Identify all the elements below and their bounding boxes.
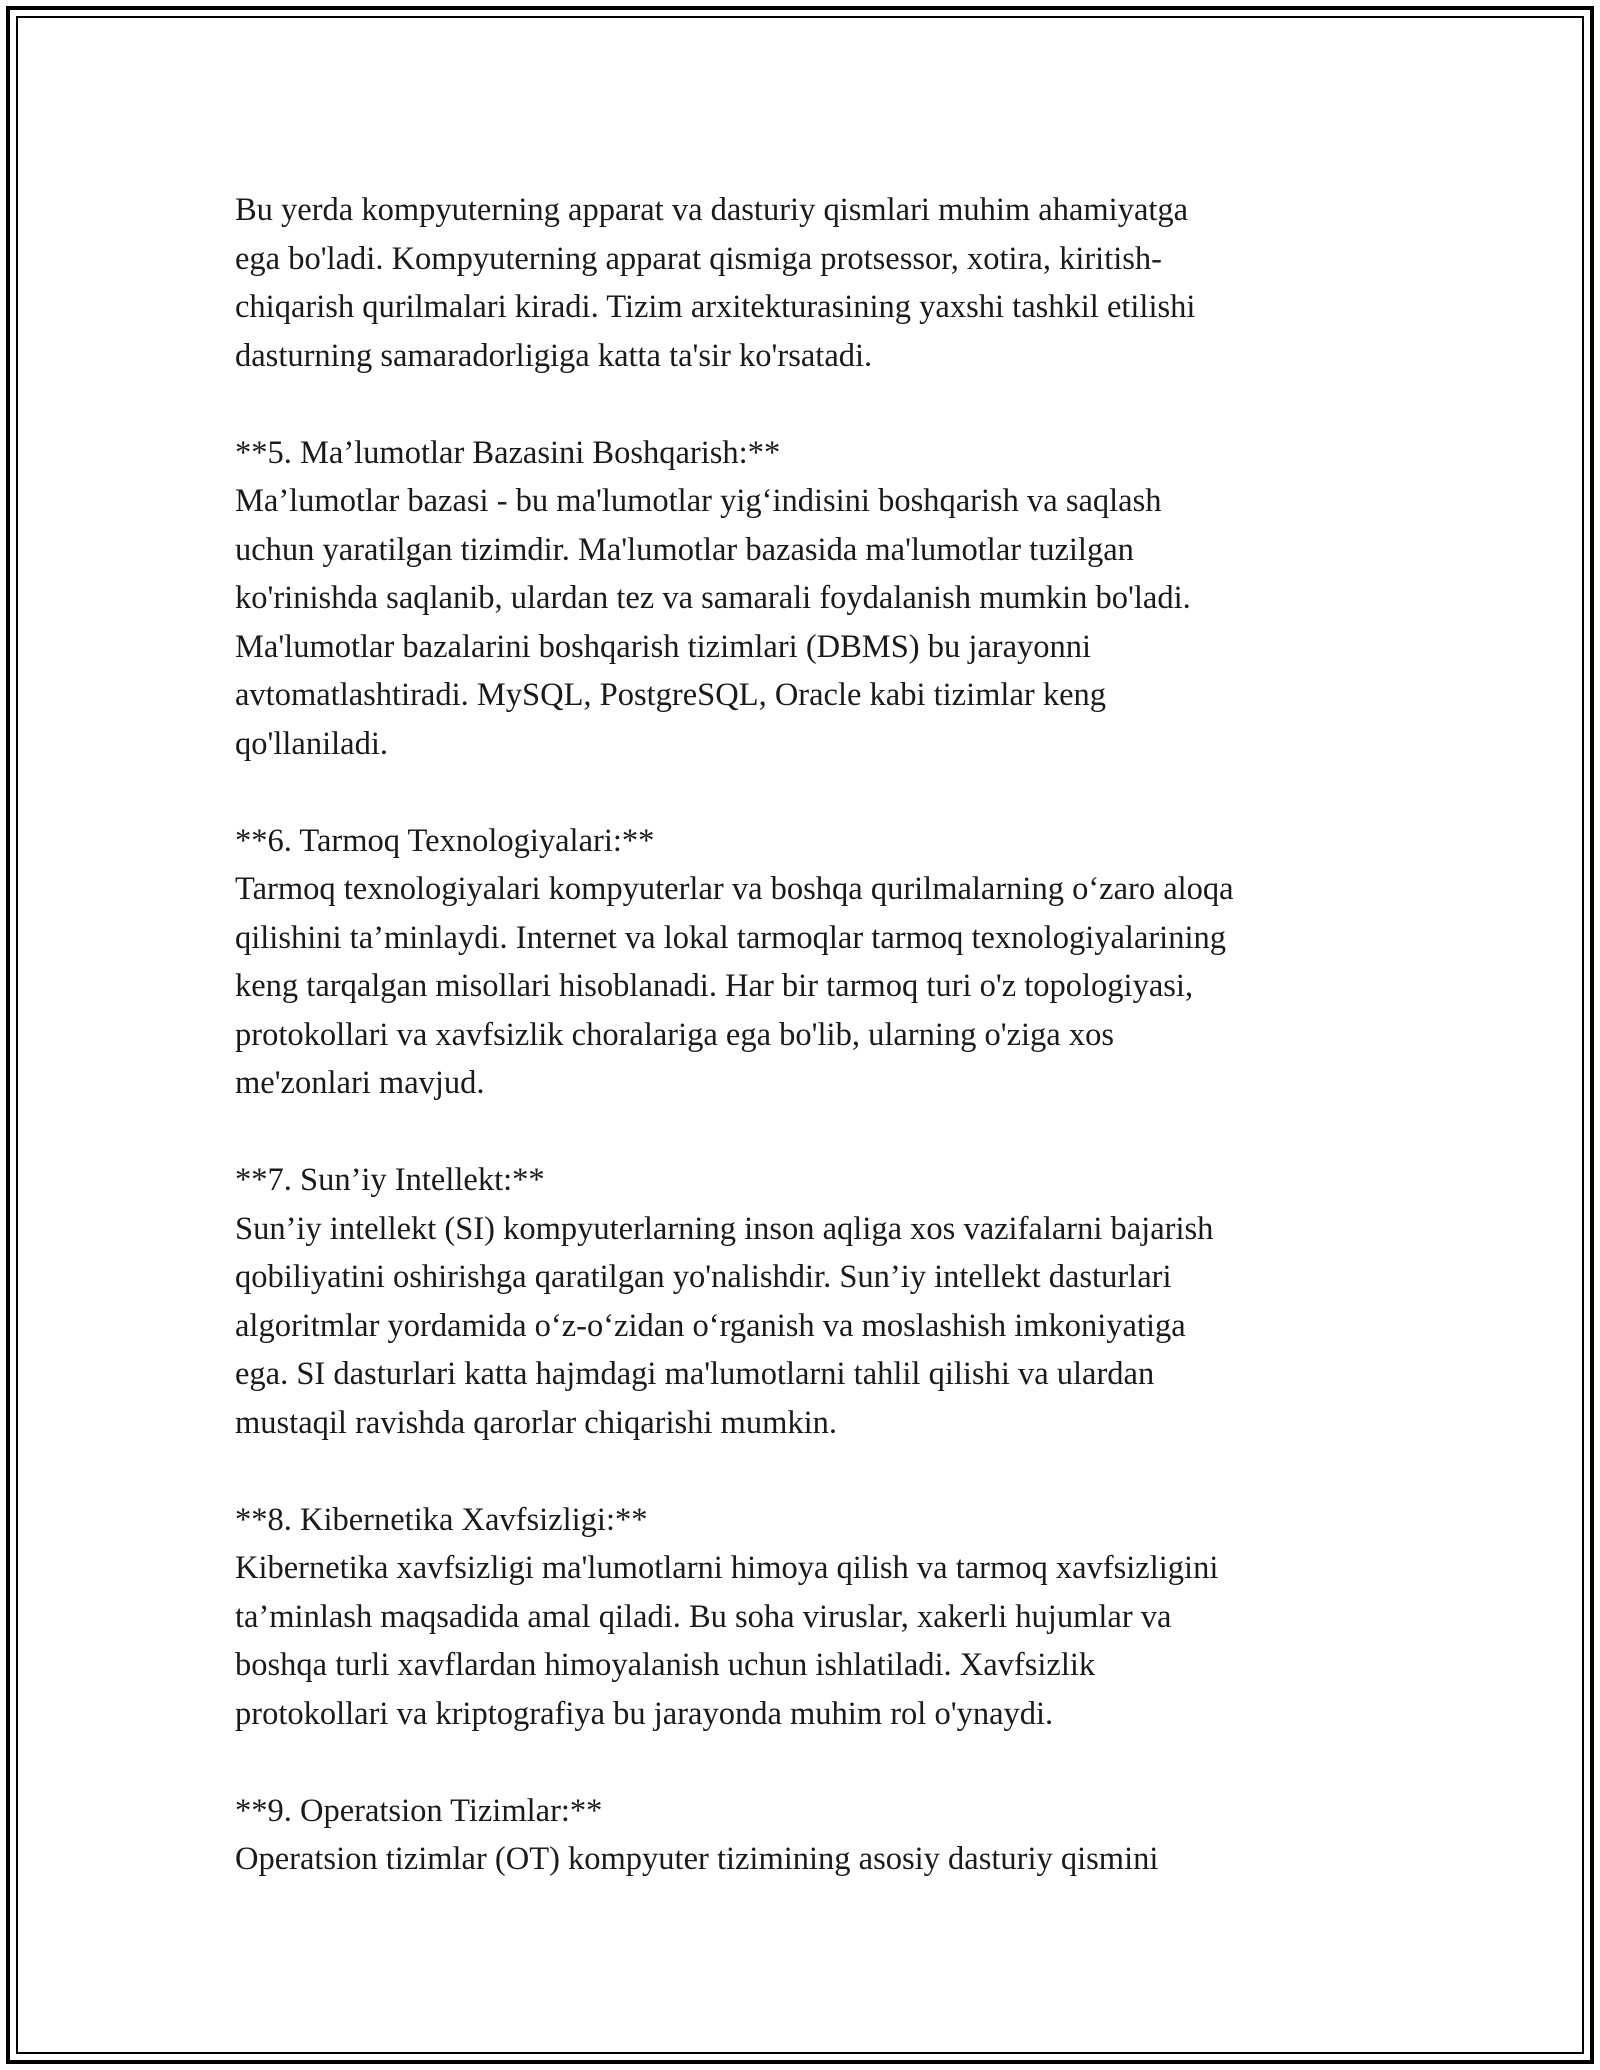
paragraph-gap [235,380,1395,429]
text-line: qilishini ta’minlaydi. Internet va lokal tarmoqlar tarmoq texnologiyalarining [235,919,1226,956]
text-line: qo'llaniladi. [235,725,388,762]
text-line: Tarmoq texnologiyalari kompyuterlar va boshqa qurilmalarning o‘zaro aloqa [235,871,1234,907]
section-networks [235,817,1395,1108]
text-line: protokollari va xavfsizlik choralariga ega bo'lib, ularning o'ziga xos [235,1016,1115,1053]
section-operating-systems [235,1787,1395,1884]
intro-paragraph [235,186,1395,380]
text-line: keng tarqalgan misollari hisoblanadi. Har bir tarmoq turi o'z topologiyasi, [235,968,1194,1004]
section-cybersecurity [235,1496,1395,1739]
section-heading: **8. Kibernetika Xavfsizligi:** [235,1501,648,1538]
text-line: Ma’lumotlar bazasi - bu ma'lumotlar yig‘indisini boshqarish va saqlash [235,483,1162,519]
text-line: me'zonlari mavjud. [235,1065,485,1101]
text-line: algoritmlar yordamida o‘z-o‘zidan o‘rganish va moslashish imkoniyatiga [235,1307,1186,1344]
text-line: Sun’iy intellekt (SI) kompyuterlarning inson aqliga xos vazifalarni bajarish [235,1210,1214,1247]
document-body [235,186,1395,1884]
paragraph-gap [235,1738,1395,1787]
text-line: protokollari va kriptografiya bu jarayonda muhim rol o'ynaydi. [235,1695,1054,1732]
text-line: ega bo'ladi. Kompyuterning apparat qismiga protsessor, xotira, kiritish- [235,240,1162,277]
section-databases [235,429,1395,769]
text-line: ko'rinishda saqlanib, ulardan tez va samarali foydalanish mumkin bo'ladi. [235,580,1191,616]
paragraph-gap [235,1447,1395,1496]
paragraph-gap [235,768,1395,817]
text-line: ega. SI dasturlari katta hajmdagi ma'lumotlarni tahlil qilishi va ulardan [235,1356,1155,1392]
section-heading: **5. Ma’lumotlar Bazasini Boshqarish:** [235,434,781,471]
text-line: qobiliyatini oshirishga qaratilgan yo'nalishdir. Sun’iy intellekt dasturlari [235,1259,1172,1295]
text-line: Bu yerda kompyuterning apparat va dasturiy qismlari muhim ahamiyatga [235,192,1189,228]
section-ai [235,1156,1395,1447]
text-line: dasturning samaradorligiga katta ta'sir ko'rsatadi. [235,337,873,374]
text-line: boshqa turli xavflardan himoyalanish uchun ishlatiladi. Xavfsizlik [235,1647,1096,1683]
text-line: uchun yaratilgan tizimdir. Ma'lumotlar bazasida ma'lumotlar tuzilgan [235,531,1134,568]
section-heading: **7. Sun’iy Intellekt:** [235,1162,545,1198]
text-line: avtomatlashtiradi. MySQL, PostgreSQL, Oracle kabi tizimlar keng [235,677,1106,713]
section-heading: **6. Tarmoq Texnologiyalari:** [235,822,655,859]
paragraph-gap [235,1108,1395,1157]
text-line: Kibernetika xavfsizligi ma'lumotlarni himoya qilish va tarmoq xavfsizligini [235,1550,1219,1586]
text-line: mustaqil ravishda qarorlar chiqarishi mumkin. [235,1404,838,1441]
section-heading: **9. Operatsion Tizimlar:** [235,1792,603,1829]
text-line: Ma'lumotlar bazalarini boshqarish tizimlari (DBMS) bu jarayonni [235,628,1092,665]
text-line: chiqarish qurilmalari kiradi. Tizim arxitekturasining yaxshi tashkil etilishi [235,289,1196,325]
text-line: ta’minlash maqsadida amal qiladi. Bu soha viruslar, xakerli hujumlar va [235,1598,1172,1635]
text-line: Operatsion tizimlar (OT) kompyuter tizimining asosiy dasturiy qismini [235,1841,1159,1877]
